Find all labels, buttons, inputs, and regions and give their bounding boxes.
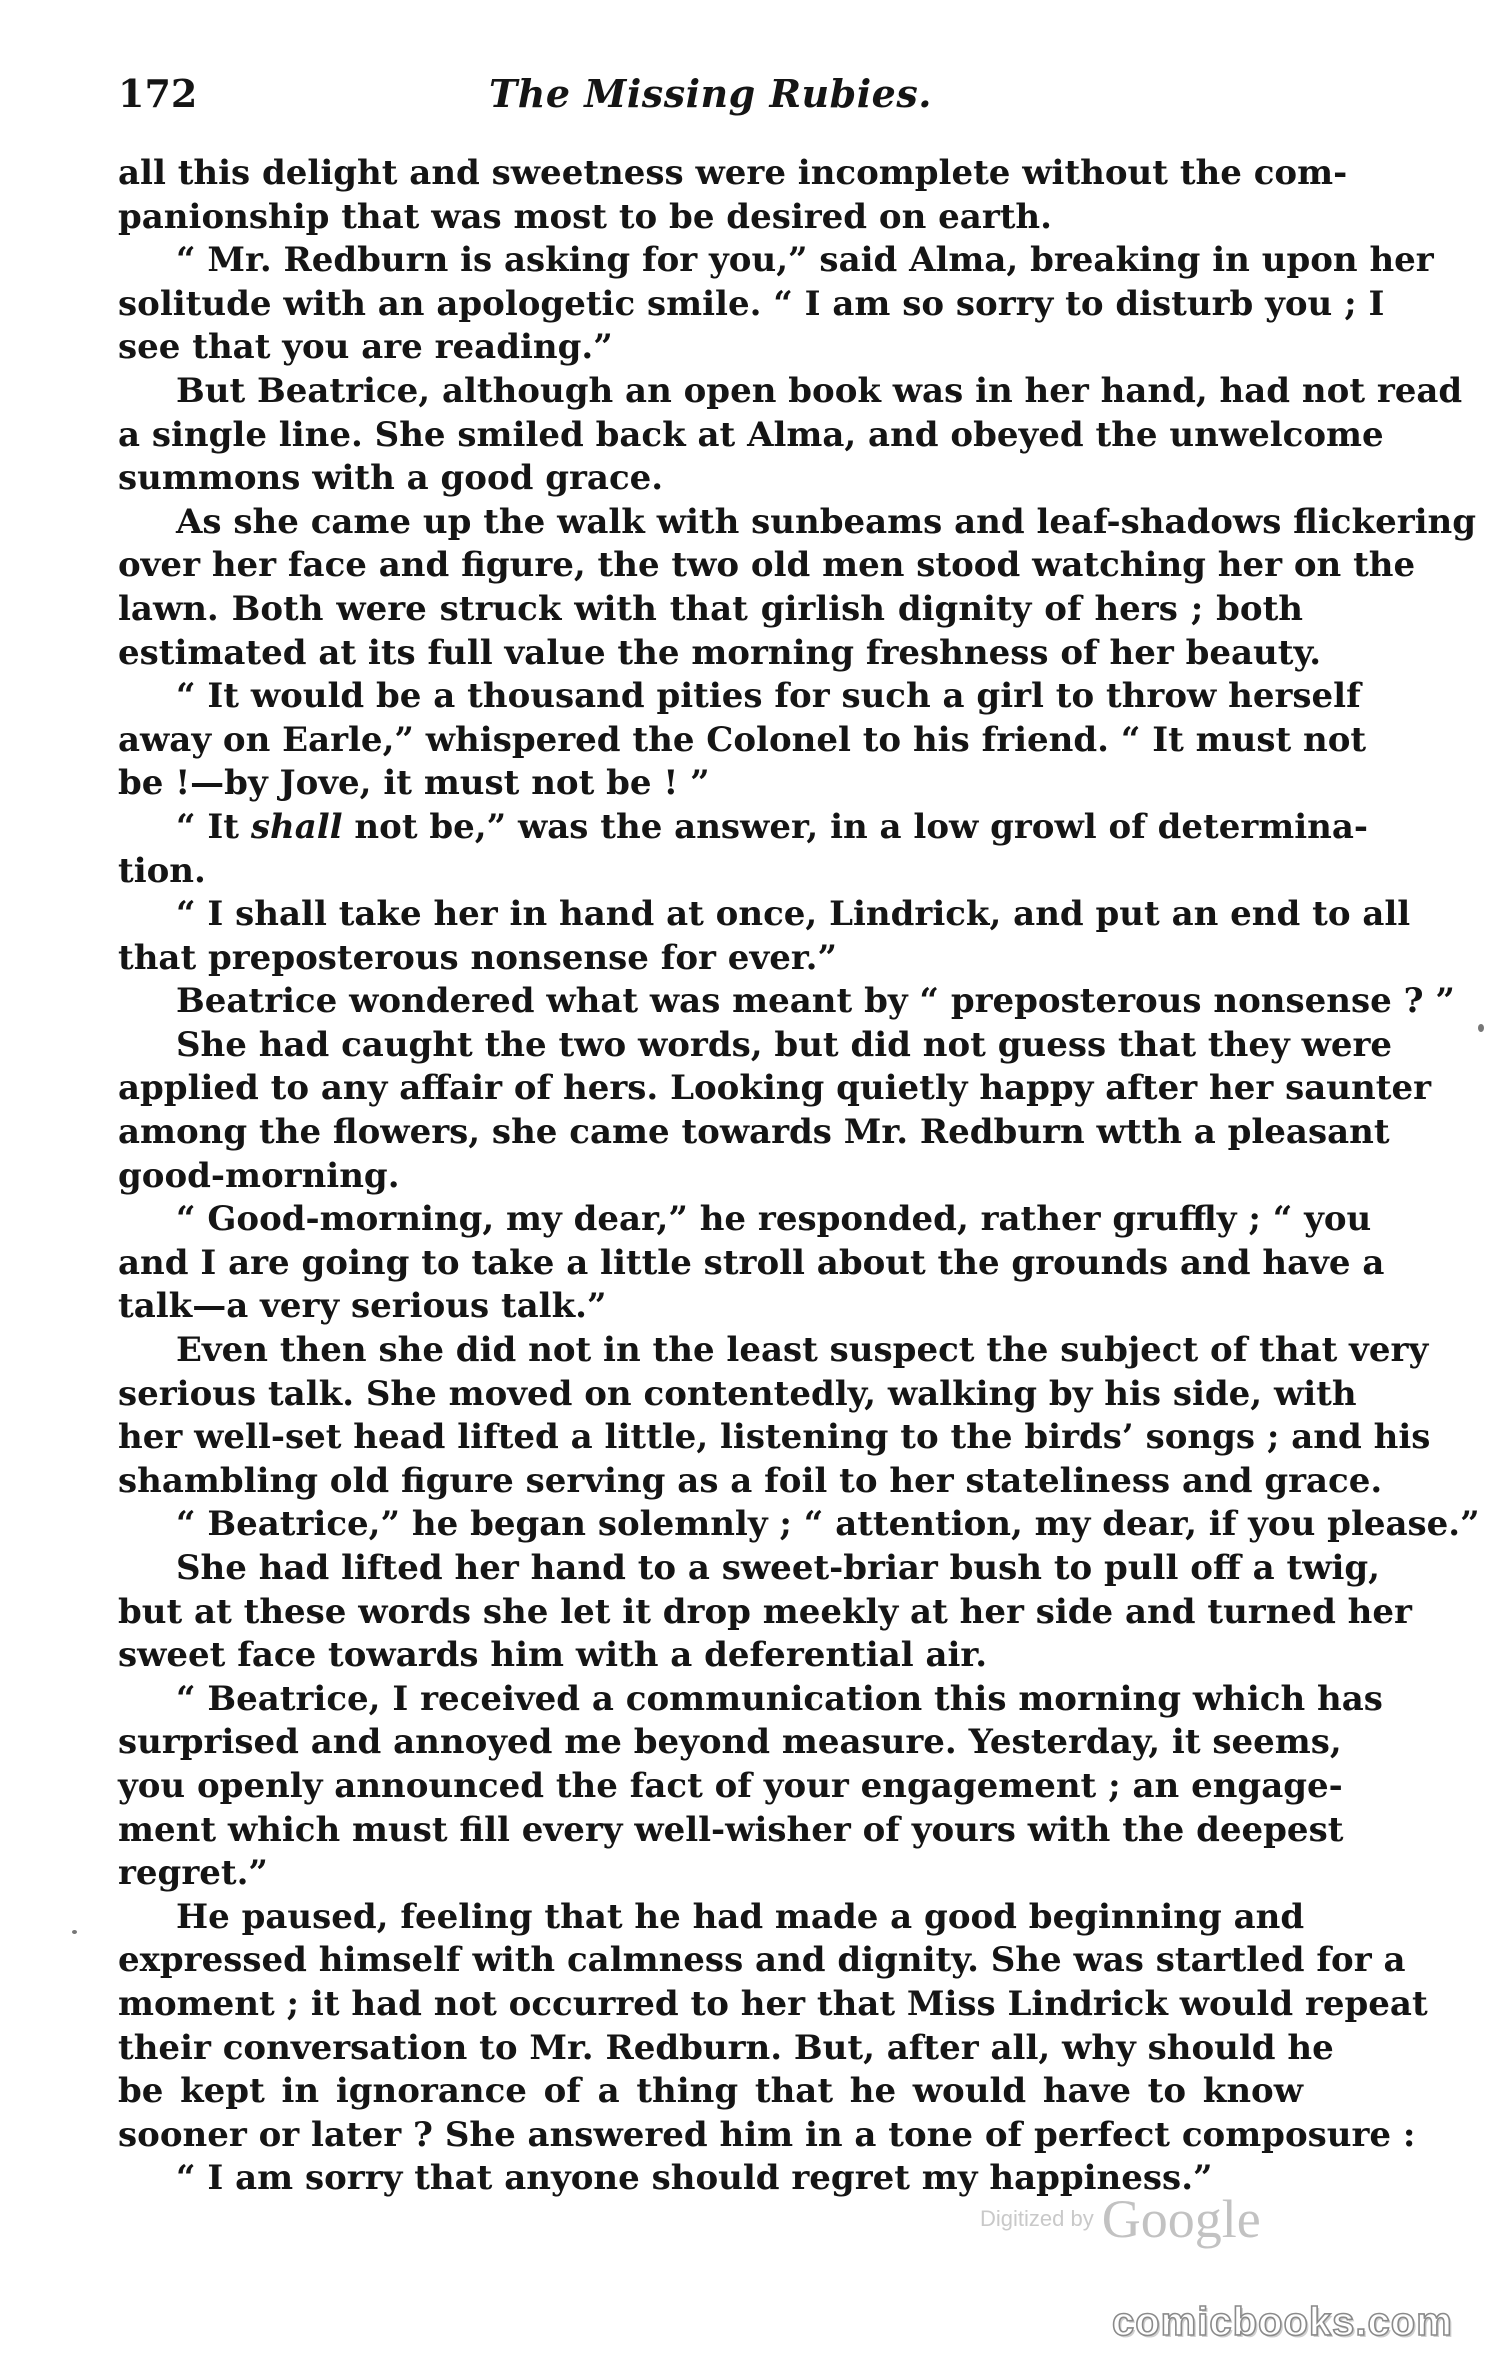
text-line: over her face and figure, the two old men stood watching her on the: [118, 545, 1416, 586]
text-line: But Beatrice, although an open book was in her hand, had not read: [176, 370, 1463, 411]
text-line: “ Beatrice, I received a communication this morning which has: [176, 1678, 1383, 1719]
text-line: As she came up the walk with sunbeams and leaf-shadows flickering: [176, 501, 1477, 542]
text-line: tion.: [118, 850, 206, 891]
text-line: applied to any affair of hers. Looking quietly happy after her saunter: [118, 1068, 1431, 1109]
text-line: good-morning.: [118, 1155, 400, 1196]
text-line: regret.”: [118, 1853, 268, 1894]
text-line: shambling old figure serving as a foil to her stateliness and grace.: [118, 1460, 1383, 1501]
text-line: see that you are reading.”: [118, 327, 613, 368]
text-line: estimated at its full value the morning freshness of her beauty.: [118, 632, 1322, 673]
text-line: their conversation to Mr. Redburn. But, after all, why should he: [118, 2027, 1334, 2068]
text-line: all this delight and sweetness were incomplete without the com-: [118, 153, 1348, 193]
text-line: that preposterous nonsense for ever.”: [118, 937, 838, 978]
text-line: be !—by Jove, it must not be ! ”: [118, 763, 710, 804]
text-line: solitude with an apologetic smile. “ I am so sorry to disturb you ; I: [118, 283, 1385, 324]
text-line: [118, 806, 1369, 850]
text-line: summons with a good grace.: [118, 458, 664, 499]
page-header: [118, 66, 1303, 126]
text-line: a single line. She smiled back at Alma, and obeyed the unwelcome: [118, 414, 1384, 455]
text-segment: not be,” was the answer, in a low growl of determina-: [342, 806, 1369, 847]
text-line: her well-set head lifted a little, listening to the birds’ songs ; and his: [118, 1417, 1431, 1458]
text-line: panionship that was most to be desired on earth.: [118, 196, 1052, 237]
running-title: The Missing Rubies.: [489, 71, 932, 116]
text-line: “ Beatrice,” he began solemnly ; “ attention, my dear, if you please.”: [176, 1504, 1480, 1545]
italic-emphasis: shall: [250, 806, 343, 847]
text-line: you openly announced the fact of your engagement ; an engage-: [118, 1765, 1343, 1806]
google-logo: Google: [1101, 2189, 1261, 2249]
text-line: among the flowers, she came towards Mr. Redburn wtth a pleasant: [118, 1112, 1390, 1153]
text-line: “ I am sorry that anyone should regret my happiness.”: [176, 2158, 1213, 2199]
text-line: and I are going to take a little stroll about the grounds and have a: [118, 1242, 1385, 1283]
text-line: be kept in ignorance of a thing that he would have to know: [118, 2071, 1303, 2112]
print-speck: [1478, 1024, 1484, 1032]
text-line: sweet face towards him with a deferential air.: [118, 1635, 988, 1676]
text-line: She had caught the two words, but did not guess that they were: [176, 1024, 1393, 1065]
text-line: Even then she did not in the least suspect the subject of that very: [176, 1330, 1429, 1371]
text-line: surprised and annoyed me beyond measure. Yesterday, it seems,: [118, 1722, 1342, 1763]
text-line: “ It would be a thousand pities for such a girl to throw herself: [176, 676, 1361, 717]
text-line: but at these words she let it drop meekly at her side and turned her: [118, 1591, 1412, 1632]
text-line: expressed himself with calmness and dignity. She was startled for a: [118, 1940, 1406, 1981]
text-line: moment ; it had not occurred to her that Miss Lindrick would repeat: [118, 1983, 1428, 2024]
body-text: [118, 152, 1480, 2201]
digitized-by-label: Digitized by: [980, 2206, 1094, 2231]
text-line: “ I shall take her in hand at once, Lindrick, and put an end to all: [176, 894, 1411, 935]
text-segment: “ It: [176, 806, 251, 847]
text-line: ment which must fill every well-wisher of yours with the deepest: [118, 1809, 1344, 1850]
site-watermark: comicbooks.com: [1112, 2300, 1453, 2344]
google-digitized-watermark: [980, 2188, 1261, 2258]
text-line: serious talk. She moved on contentedly, walking by his side, with: [118, 1373, 1357, 1414]
text-line: Beatrice wondered what was meant by “ preposterous nonsense ? ”: [176, 981, 1455, 1022]
text-line: sooner or later ? She answered him in a tone of perfect composure :: [118, 2114, 1416, 2155]
text-line: He paused, feeling that he had made a good beginning and: [176, 1896, 1305, 1937]
text-line: lawn. Both were struck with that girlish dignity of hers ; both: [118, 588, 1303, 629]
text-line: “ Good-morning, my dear,” he responded, rather gruffly ; “ you: [176, 1199, 1372, 1240]
print-speck: [72, 1930, 77, 1934]
page-number: 172: [118, 71, 198, 116]
text-line: She had lifted her hand to a sweet-briar bush to pull off a twig,: [176, 1548, 1381, 1588]
text-line: “ Mr. Redburn is asking for you,” said Alma, breaking in upon her: [176, 240, 1434, 281]
text-line: away on Earle,” whispered the Colonel to his friend. “ It must not: [118, 719, 1367, 760]
text-line: talk—a very serious talk.”: [118, 1286, 607, 1327]
